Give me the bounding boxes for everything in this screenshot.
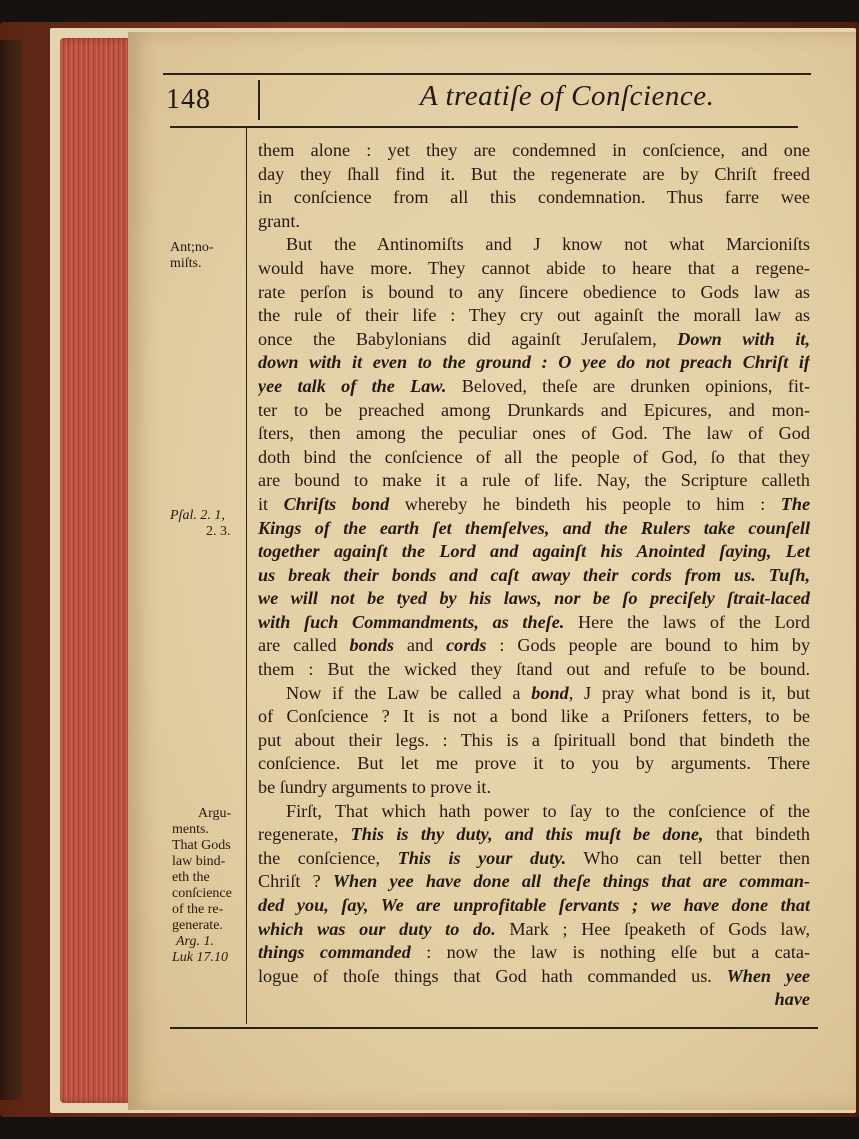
text-line: are called bonds and cords : Gods people are bound to him by [258, 635, 810, 656]
text-line: the conſcience, This is your duty. Who can tell better then [258, 847, 810, 868]
text-line: doth bind the conſcience of all the people of God, ſo that they [258, 446, 810, 467]
text-line: with ſuch Commandments, as theſe. Here the laws of the Lord [258, 611, 810, 632]
text-line: regenerate, This is thy duty, and this muſt be done, that bindeth [258, 824, 810, 845]
footer-rule [170, 1027, 818, 1029]
text-line: Chriſt ? When yee have done all theſe things that are comman- [258, 871, 810, 892]
header-rule [170, 126, 798, 128]
margin-note-antinomists: Ant;no- miſts. [170, 240, 214, 271]
page-number: 148 [166, 84, 211, 115]
text-line: ded you, ſay, We are unprofitable ſervants ; we have done that [258, 895, 810, 915]
running-title: A treatiſe of Conſcience. [420, 80, 715, 112]
text-line: rate perſon is bound to any ſincere obedience to Gods law as [258, 281, 810, 302]
text-line: would have more. They cannot abide to heare that a regene- [258, 257, 810, 278]
body-text [258, 139, 810, 1012]
cover-spine-shadow [0, 40, 22, 1100]
catchword: have [774, 989, 810, 1010]
text-line: us break their bonds and caſt away their cords from us. Tuſh, [258, 564, 810, 585]
text-line: once the Babylonians did againſt Jeruſalem, Down with it, [258, 328, 810, 349]
margin-rule [246, 128, 247, 1024]
text-line: things commanded : now the law is nothing elſe but a cata- [258, 942, 810, 963]
header-divider [258, 80, 260, 120]
text-line: day they ſhall find it. But the regenerate are by Chriſt freed [258, 163, 810, 184]
text-line: them : But the wicked they ſtand out and refuſe to be bound. [258, 659, 810, 680]
text-line: down with it even to the ground : O yee do not preach Chriſt if [258, 352, 810, 373]
margin-note-arguments: Argu- ments. That Gods law bind- eth the conſcience of the re- generate. Arg. 1. Luk 17.10 [172, 806, 232, 965]
text-line: we will not be tyed by his laws, nor be ſo preciſely ſtrait-laced [258, 588, 810, 609]
text-line: in conſcience from all this condemnation. Thus farre wee [258, 187, 810, 208]
text-line: it Chriſts bond whereby he bindeth his people to him : The [258, 493, 810, 514]
text-line: ter to be preached among Drunkards and Epicures, and mon- [258, 399, 810, 420]
text-line: But the Antinomiſts and J know not what Marcioniſts [286, 234, 810, 255]
text-line: grant. [258, 210, 300, 231]
text-line: are bound to make it a rule of life. Nay, the Scripture calleth [258, 470, 810, 491]
text-line: be ſundry arguments to prove it. [258, 777, 492, 798]
text-line: put about their legs. : This is a ſpirituall bond that bindeth the [258, 729, 810, 750]
margin-note-psalm: Pſal. 2. 1, 2. 3. [170, 508, 231, 539]
header-rule-top [163, 73, 811, 75]
text-line: conſcience. But let me prove it to you by arguments. There [258, 753, 810, 774]
text-line: the rule of their life : They cry out againſt the morall law as [258, 305, 810, 326]
text-line: together againſt the Lord and againſt his Anointed ſaying, Let [258, 541, 810, 562]
text-line: yee talk of the Law. Beloved, theſe are drunken opinions, fit- [258, 375, 810, 396]
text-line: logue of thoſe things that God hath commanded us. When yee [258, 965, 810, 986]
text-line: them alone : yet they are condemned in conſcience, and one [258, 140, 810, 160]
text-line: of Conſcience ? It is not a bond like a Priſoners fetters, to be [258, 706, 810, 727]
page-edges-red [60, 38, 138, 1103]
text-line: ſters, then among the peculiar ones of God. The law of God [258, 423, 810, 444]
text-line: Firſt, That which hath power to ſay to the conſcience of the [286, 800, 810, 821]
text-line: Now if the Law be called a bond, J pray what bond is it, but [286, 682, 810, 703]
text-line: which was our duty to do. Mark ; Hee ſpeaketh of Gods law, [258, 918, 810, 939]
text-line: Kings of the earth ſet themſelves, and the Rulers take counſell [258, 517, 810, 538]
